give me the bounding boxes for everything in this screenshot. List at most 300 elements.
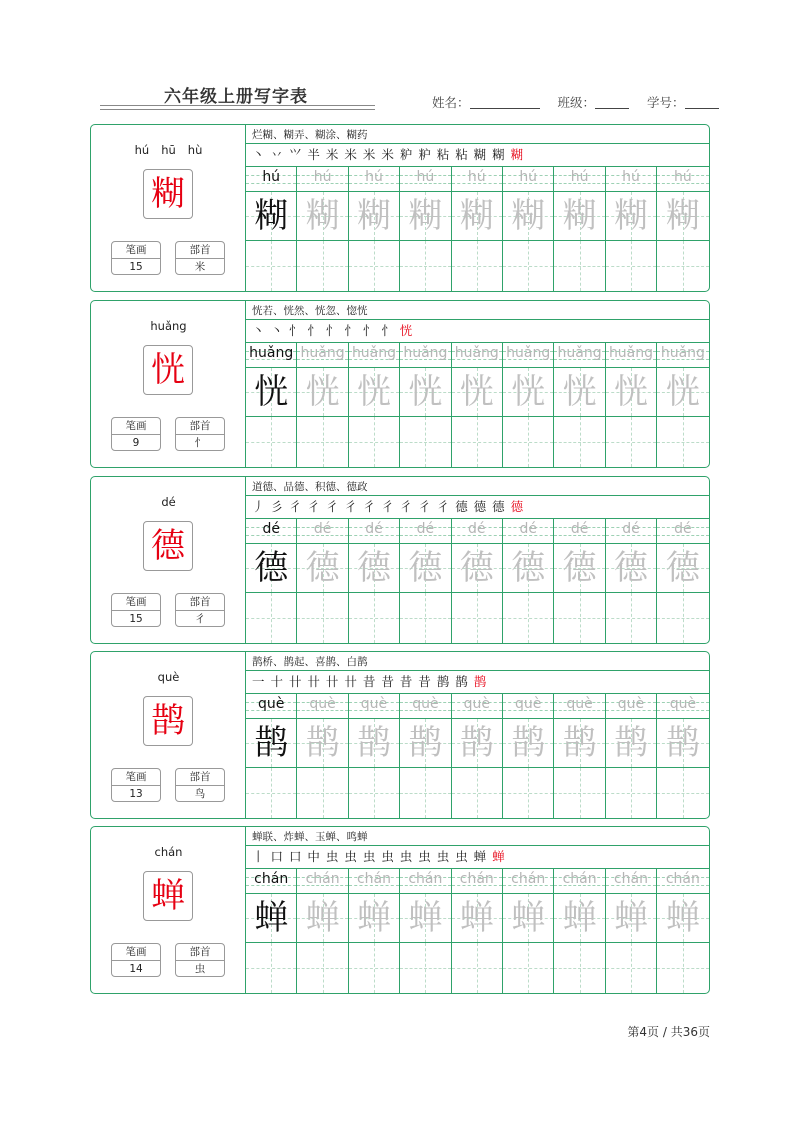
pinyin-row — [349, 343, 399, 367]
char-trace: 鹊 — [408, 723, 443, 763]
pinyin-row — [554, 343, 604, 367]
empty-tian-grid[interactable] — [452, 768, 502, 818]
empty-tian-grid[interactable] — [657, 943, 708, 993]
practice-area — [246, 652, 709, 818]
char-trace: 鹊 — [665, 723, 700, 763]
pinyin-trace: chán — [459, 871, 494, 887]
empty-tian-grid[interactable] — [349, 593, 399, 643]
empty-tian-grid[interactable] — [503, 768, 553, 818]
char-trace: 恍 — [665, 372, 700, 412]
pinyin-row — [246, 343, 296, 367]
char-trace: 糊 — [562, 196, 597, 236]
tian-grid — [246, 893, 296, 943]
practice-cell[interactable] — [503, 519, 554, 643]
stroke-count-value: 15 — [129, 613, 143, 625]
tian-grid — [657, 367, 708, 417]
radical-label: 部首 — [176, 594, 224, 611]
practice-cell[interactable] — [297, 869, 348, 993]
empty-tian-grid[interactable] — [452, 943, 502, 993]
empty-tian-grid[interactable] — [606, 768, 656, 818]
empty-tian-grid[interactable] — [503, 943, 553, 993]
empty-tian-grid[interactable] — [503, 241, 553, 291]
practice-cell[interactable] — [503, 869, 554, 993]
title-underline — [100, 105, 375, 106]
char-trace: 糊 — [408, 196, 443, 236]
practice-cell[interactable] — [606, 694, 657, 818]
pinyin-model: huǎng — [249, 345, 294, 361]
char-trace: 糊 — [613, 196, 648, 236]
student-fields — [432, 93, 719, 111]
tian-grid — [657, 543, 708, 593]
empty-tian-grid[interactable] — [400, 593, 450, 643]
class-field[interactable] — [558, 93, 630, 111]
practice-cell[interactable] — [503, 167, 554, 291]
pinyin-row — [606, 694, 656, 718]
char-trace: 德 — [665, 548, 700, 588]
practice-cell[interactable] — [349, 167, 400, 291]
empty-tian-grid[interactable] — [657, 241, 708, 291]
empty-tian-grid[interactable] — [554, 417, 604, 467]
tian-grid — [606, 367, 656, 417]
pinyin-row — [246, 694, 296, 718]
char-trace: 恍 — [511, 372, 546, 412]
pinyin-trace: què — [412, 696, 439, 712]
pinyin-trace: hú — [416, 169, 435, 185]
practice-cell[interactable] — [400, 694, 451, 818]
stroke-order-steps: 丶 丶 忄 忄 忄 忄 忄 忄 — [252, 323, 400, 338]
pinyin-row — [452, 869, 502, 893]
example-words: 烂糊、糊弄、糊涂、糊药 — [252, 129, 368, 141]
tian-grid — [400, 893, 450, 943]
tian-grid — [452, 543, 502, 593]
pinyin-model: chán — [254, 871, 289, 887]
character-info — [91, 301, 246, 467]
stroke-count-value: 15 — [129, 261, 143, 273]
char-trace: 糊 — [356, 196, 391, 236]
practice-cell[interactable] — [452, 343, 503, 467]
pinyin-trace: dé — [570, 521, 589, 537]
empty-tian-grid[interactable] — [554, 241, 604, 291]
char-trace: 鹊 — [459, 723, 494, 763]
pinyin-row — [297, 694, 347, 718]
empty-tian-grid[interactable] — [297, 768, 347, 818]
practice-cell[interactable] — [452, 869, 503, 993]
tian-grid — [246, 367, 296, 417]
stroke-count-label: 笔画 — [112, 769, 160, 786]
char-trace: 糊 — [305, 196, 340, 236]
pinyin-row — [452, 519, 502, 543]
char-trace: 德 — [613, 548, 648, 588]
pinyin-row — [503, 519, 553, 543]
empty-tian-grid[interactable] — [297, 943, 347, 993]
empty-tian-grid[interactable] — [297, 241, 347, 291]
pinyin-row — [400, 869, 450, 893]
practice-cell[interactable] — [246, 167, 297, 291]
char-trace: 蝉 — [665, 898, 700, 938]
name-label: 姓名： — [432, 95, 470, 110]
practice-cell[interactable] — [554, 167, 605, 291]
practice-cell[interactable] — [554, 869, 605, 993]
empty-tian-grid[interactable] — [657, 768, 708, 818]
pinyin-readings — [91, 143, 246, 157]
main-char-box — [143, 169, 193, 219]
pinyin-model: dé — [262, 521, 280, 537]
empty-tian-grid[interactable] — [657, 593, 708, 643]
char-model: 糊 — [254, 196, 289, 236]
stroke-order-final: 德 — [510, 499, 525, 514]
char-trace: 恍 — [459, 372, 494, 412]
pinyin-trace: huǎng — [403, 345, 448, 361]
empty-tian-grid[interactable] — [554, 768, 604, 818]
id-label: 学号： — [647, 95, 685, 110]
stroke-count-label: 笔画 — [112, 944, 160, 961]
char-trace: 鹊 — [613, 723, 648, 763]
practice-cell[interactable] — [452, 519, 503, 643]
pinyin-trace: hú — [674, 169, 692, 185]
stroke-count-value: 9 — [132, 437, 140, 449]
radical-label: 部首 — [176, 769, 224, 786]
main-char: 鹊 — [151, 701, 185, 741]
practice-cell[interactable] — [246, 343, 297, 467]
pinyin-row — [503, 343, 553, 367]
stroke-count-box — [111, 943, 161, 977]
practice-cell[interactable] — [349, 519, 400, 643]
pinyin-row — [657, 869, 708, 893]
char-model: 蝉 — [254, 898, 289, 938]
tian-grid — [503, 893, 553, 943]
char-trace: 鹊 — [356, 723, 391, 763]
tian-grid — [554, 718, 604, 768]
tian-grid — [246, 718, 296, 768]
empty-tian-grid[interactable] — [606, 241, 656, 291]
example-words: 鹊桥、鹊起、喜鹊、白鹊 — [252, 656, 368, 668]
stroke-order-final: 鹊 — [473, 674, 488, 689]
empty-tian-grid[interactable] — [400, 943, 450, 993]
empty-tian-grid[interactable] — [657, 417, 708, 467]
radical-box — [175, 241, 225, 275]
empty-tian-grid[interactable] — [400, 768, 450, 818]
pinyin-row — [400, 167, 450, 191]
pinyin-row — [349, 519, 399, 543]
tian-grid — [606, 543, 656, 593]
pinyin-trace: chán — [665, 871, 700, 887]
writing-grid — [246, 869, 709, 993]
pinyin-trace: chán — [305, 871, 340, 887]
pinyin-trace: què — [309, 696, 336, 712]
pinyin-trace: dé — [468, 521, 486, 537]
character-card — [90, 826, 710, 994]
tian-grid — [246, 191, 296, 241]
writing-grid — [246, 167, 709, 291]
character-card — [90, 476, 710, 644]
empty-tian-grid[interactable] — [246, 417, 296, 467]
tian-grid — [297, 718, 347, 768]
empty-tian-grid[interactable] — [452, 241, 502, 291]
pinyin-row — [246, 869, 296, 893]
character-info — [91, 827, 246, 993]
tian-grid — [400, 543, 450, 593]
practice-cell[interactable] — [554, 519, 605, 643]
stroke-count-box — [111, 768, 161, 802]
char-trace: 德 — [459, 548, 494, 588]
char-trace: 德 — [356, 548, 391, 588]
tian-grid — [246, 543, 296, 593]
pinyin-reading: hú — [134, 143, 150, 157]
empty-tian-grid[interactable] — [349, 241, 399, 291]
char-trace: 德 — [562, 548, 597, 588]
char-trace: 鹊 — [562, 723, 597, 763]
pinyin-readings — [91, 319, 246, 333]
tian-grid — [657, 191, 708, 241]
empty-tian-grid[interactable] — [400, 241, 450, 291]
pinyin-row — [452, 343, 502, 367]
pinyin-row — [657, 694, 708, 718]
character-info — [91, 477, 246, 643]
pinyin-row — [349, 694, 399, 718]
practice-cell[interactable] — [297, 343, 348, 467]
char-trace: 德 — [408, 548, 443, 588]
empty-tian-grid[interactable] — [349, 943, 399, 993]
pinyin-row — [349, 869, 399, 893]
pinyin-reading: hù — [187, 143, 203, 157]
pinyin-row — [452, 167, 502, 191]
pinyin-trace: què — [463, 696, 490, 712]
tian-grid — [503, 367, 553, 417]
practice-cell[interactable] — [452, 694, 503, 818]
char-trace: 糊 — [665, 196, 700, 236]
main-char-box — [143, 696, 193, 746]
empty-tian-grid[interactable] — [606, 943, 656, 993]
practice-area — [246, 827, 709, 993]
tian-grid — [400, 191, 450, 241]
divider — [246, 845, 709, 846]
pinyin-trace: chán — [613, 871, 648, 887]
tian-grid — [452, 893, 502, 943]
empty-tian-grid[interactable] — [349, 417, 399, 467]
main-char-box — [143, 345, 193, 395]
tian-grid — [606, 893, 656, 943]
tian-grid — [606, 718, 656, 768]
practice-cell[interactable] — [606, 343, 657, 467]
empty-tian-grid[interactable] — [503, 593, 553, 643]
practice-cell[interactable] — [657, 167, 708, 291]
pinyin-trace: què — [669, 696, 697, 712]
tian-grid — [452, 191, 502, 241]
pinyin-row — [246, 519, 296, 543]
empty-tian-grid[interactable] — [246, 768, 296, 818]
stroke-count-box — [111, 241, 161, 275]
char-model: 德 — [254, 548, 289, 588]
main-char: 糊 — [151, 174, 185, 214]
stroke-order-steps: 一 十 卄 卄 卄 卄 昔 昔 昔 昔 鹊 鹊 — [252, 674, 474, 689]
practice-cell[interactable] — [657, 694, 708, 818]
practice-cell[interactable] — [246, 694, 297, 818]
radical-box — [175, 943, 225, 977]
pinyin-trace: huǎng — [454, 345, 499, 361]
stroke-count-box — [111, 593, 161, 627]
divider — [246, 495, 709, 496]
practice-area — [246, 477, 709, 643]
char-trace: 蝉 — [511, 898, 546, 938]
character-info — [91, 652, 246, 818]
empty-tian-grid[interactable] — [297, 593, 347, 643]
practice-cell[interactable] — [297, 167, 348, 291]
pinyin-row — [503, 869, 553, 893]
character-card — [90, 651, 710, 819]
char-trace: 蝉 — [459, 898, 494, 938]
stroke-count-value: 13 — [129, 788, 143, 800]
practice-cell[interactable] — [657, 343, 708, 467]
pinyin-reading: hū — [161, 143, 176, 157]
pinyin-trace: dé — [674, 521, 692, 537]
page-number: 第4页 / 共36页 — [627, 1025, 710, 1039]
pinyin-row — [606, 519, 656, 543]
stroke-order-steps: 丿 彡 彳 彳 彳 彳 彳 彳 彳 彳 彳 德 德 德 — [252, 499, 511, 514]
char-trace: 糊 — [511, 196, 546, 236]
character-card — [90, 124, 710, 292]
tian-grid — [657, 718, 708, 768]
char-trace: 恍 — [356, 372, 391, 412]
pinyin-model: hú — [262, 169, 281, 185]
tian-grid — [297, 893, 347, 943]
char-trace: 蝉 — [305, 898, 340, 938]
practice-cell[interactable] — [349, 869, 400, 993]
writing-grid — [246, 694, 709, 818]
pinyin-trace: què — [515, 696, 542, 712]
practice-cell[interactable] — [554, 694, 605, 818]
character-card — [90, 300, 710, 468]
pinyin-row — [554, 694, 604, 718]
name-field[interactable] — [432, 93, 540, 111]
tian-grid — [400, 718, 450, 768]
practice-cell[interactable] — [297, 694, 348, 818]
practice-cell[interactable] — [452, 167, 503, 291]
practice-cell[interactable] — [657, 519, 708, 643]
page-title: 六年级上册写字表 — [164, 87, 308, 107]
empty-tian-grid[interactable] — [246, 241, 296, 291]
pinyin-trace: huǎng — [351, 345, 397, 361]
pinyin-trace: hú — [570, 169, 589, 185]
empty-tian-grid[interactable] — [349, 768, 399, 818]
empty-tian-grid[interactable] — [452, 417, 502, 467]
pinyin-trace: hú — [467, 169, 486, 185]
divider — [246, 670, 709, 671]
pinyin-trace: què — [360, 696, 388, 712]
radical-value: 虫 — [194, 963, 206, 975]
class-label: 班级： — [557, 95, 596, 110]
pinyin-reading: chán — [154, 845, 183, 859]
practice-cell[interactable] — [349, 343, 400, 467]
char-trace: 鹊 — [511, 723, 546, 763]
pinyin-row — [297, 519, 347, 543]
empty-tian-grid[interactable] — [246, 943, 296, 993]
char-trace: 蝉 — [613, 898, 648, 938]
pinyin-trace: què — [566, 696, 593, 712]
pinyin-row — [400, 519, 450, 543]
char-trace: 德 — [511, 548, 546, 588]
empty-tian-grid[interactable] — [297, 417, 347, 467]
pinyin-row — [554, 869, 604, 893]
pinyin-reading: dé — [161, 495, 176, 509]
tian-grid — [400, 367, 450, 417]
tian-grid — [503, 718, 553, 768]
tian-grid — [503, 543, 553, 593]
pinyin-row — [503, 694, 553, 718]
practice-area — [246, 125, 709, 291]
empty-tian-grid[interactable] — [606, 417, 656, 467]
empty-tian-grid[interactable] — [554, 593, 604, 643]
example-words: 道德、品德、积德、德政 — [252, 481, 368, 493]
pinyin-reading: què — [157, 670, 180, 684]
practice-cell[interactable] — [606, 167, 657, 291]
pinyin-trace: dé — [622, 521, 640, 537]
practice-cell[interactable] — [246, 869, 297, 993]
character-info — [91, 125, 246, 291]
char-trace: 蝉 — [356, 898, 391, 938]
tian-grid — [349, 367, 399, 417]
example-words: 蝉联、炸蝉、玉蝉、鸣蝉 — [252, 831, 368, 843]
practice-cell[interactable] — [400, 167, 451, 291]
practice-area — [246, 301, 709, 467]
stroke-count-label: 笔画 — [112, 418, 160, 435]
practice-cell[interactable] — [400, 343, 451, 467]
pinyin-trace: dé — [416, 521, 435, 537]
main-char: 蝉 — [151, 876, 185, 916]
pinyin-trace: dé — [313, 521, 332, 537]
practice-cell[interactable] — [503, 343, 554, 467]
empty-tian-grid[interactable] — [246, 593, 296, 643]
practice-cell[interactable] — [606, 519, 657, 643]
practice-cell[interactable] — [554, 343, 605, 467]
empty-tian-grid[interactable] — [400, 417, 450, 467]
practice-cell[interactable] — [503, 694, 554, 818]
practice-cell[interactable] — [400, 869, 451, 993]
practice-cell[interactable] — [349, 694, 400, 818]
tian-grid — [452, 367, 502, 417]
empty-tian-grid[interactable] — [554, 943, 604, 993]
practice-cell[interactable] — [657, 869, 708, 993]
title-underline-2 — [100, 109, 375, 110]
pinyin-model: què — [258, 696, 285, 712]
tian-grid — [503, 191, 553, 241]
pinyin-trace: huǎng — [557, 345, 602, 361]
pinyin-readings — [91, 670, 246, 684]
id-field[interactable] — [647, 93, 719, 111]
tian-grid — [452, 718, 502, 768]
stroke-order-steps: 丶 丷 ⺍ 半 米 米 米 米 粐 粐 粘 粘 糊 糊 — [252, 147, 511, 162]
main-char-box — [143, 521, 193, 571]
practice-cell[interactable] — [246, 519, 297, 643]
pinyin-row — [606, 167, 656, 191]
pinyin-row — [657, 167, 708, 191]
tian-grid — [349, 893, 399, 943]
empty-tian-grid[interactable] — [452, 593, 502, 643]
pinyin-trace: hú — [365, 169, 383, 185]
practice-cell[interactable] — [606, 869, 657, 993]
empty-tian-grid[interactable] — [606, 593, 656, 643]
practice-cell[interactable] — [400, 519, 451, 643]
empty-tian-grid[interactable] — [503, 417, 553, 467]
practice-cell[interactable] — [297, 519, 348, 643]
pinyin-row — [400, 694, 450, 718]
tian-grid — [297, 191, 347, 241]
radical-label: 部首 — [176, 944, 224, 961]
tian-grid — [554, 191, 604, 241]
radical-value: 忄 — [194, 437, 206, 449]
tian-grid — [554, 893, 604, 943]
divider — [246, 319, 709, 320]
pinyin-row — [297, 869, 347, 893]
